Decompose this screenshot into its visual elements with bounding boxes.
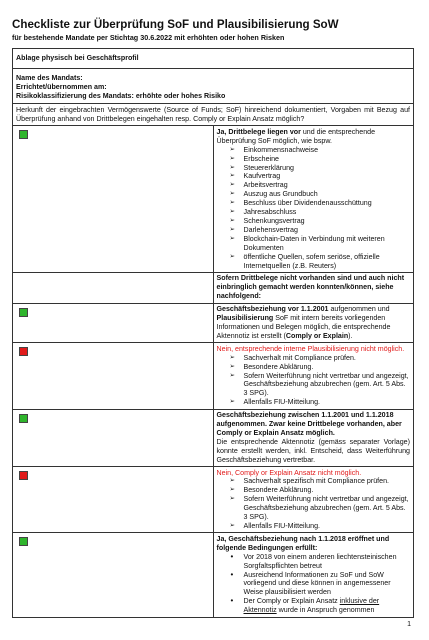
fallback-note-row (13, 272, 414, 303)
option-heading-no: Nein, entsprechende interne Plausibilisierung nicht möglich. (216, 344, 405, 353)
option-heading-no: Nein, Comply or Explain Ansatz nicht möglich. (216, 468, 362, 477)
list-item: • Vor 2018 von einem anderen liechtensteinischen Sorgfaltspflichten betreut (231, 553, 411, 571)
red-checkbox[interactable] (19, 471, 28, 480)
list-item: ➢ öffentliche Quellen, sofem seriöse, offizielle Internetquellen (z.B. Reuters) (230, 253, 411, 271)
mandate-established-label: Errichtet/übernommen am: (16, 82, 107, 91)
green-checkbox[interactable] (19, 308, 28, 317)
list-item: ➢ Arbeitsvertrag (230, 181, 411, 190)
option-row-third-party-docs: Ja, Drittbelege liegen vor und die entsprechende Überprüfung SoF möglich, wie bspw. ➢ Einkommensnachweise ➢ Erbscheine ➢ Steuererklärung ➢ Kaufvertrag ➢ Arbeitsvertrag ➢ Auszug aus Grundbuch ➢ Beschluss über Dividendenausschüttung ➢ Jahresabschluss ➢ Schenkungsvertrag ➢ Darlehensvertrag ➢ Blockchain-Daten in Verbindung mit weiteren Dokumenten ➢ öffentliche Quellen, sofem seriöse, offizielle Internetquellen (z.B. Reuters) (13, 126, 414, 273)
list-item: ➢ Kaufvertrag (230, 172, 411, 181)
action-list (230, 477, 411, 530)
option-row-after-2018 (13, 533, 414, 617)
document-title: Checkliste zur Überprüfung SoF und Plausibilisierung SoW (12, 18, 339, 31)
list-item: • Ausreichend Informationen zu SoF und SoW vorliegend und diese können in angemessener Weise plausibilisiert werden (231, 571, 411, 598)
option-text: Geschäftsbeziehung vor 1.1.2001 aufgenommen und Plausibilisierung SoF mit intern bereits vorliegenden Informationen und Belegen möglich, die entsprechende Aktennotiz ist erstellt (Comply or Explain). (213, 303, 414, 343)
list-item: ➢ Besondere Abklärung. (230, 363, 411, 372)
list-item: ➢ Jahresabschluss (230, 208, 411, 217)
green-checkbox[interactable] (19, 130, 28, 139)
list-item: ➢ Auszug aus Grundbuch (230, 190, 411, 199)
list-item: ➢ Sofern Weiterführung nicht vertretbar und angezeigt, Geschäftsbeziehung abzubrechen (gem. Art. 5 Abs. 3 SPG). (230, 372, 411, 399)
document-subtitle: für bestehende Mandate per Stichtag 30.6.2022 mit erhöhten oder hohen Risken (12, 33, 285, 42)
list-item: ➢ Sofern Weiterführung nicht vertretbar und angezeigt, Geschäftsbeziehung abzubrechen (gem. Art. 5 Abs. 3 SPG). (230, 495, 411, 522)
intro-text: Herkunft der eingebrachten Vermögenswerte (Source of Funds; SoF) hinreichend dokumentiert, Vorgaben mit Bezug auf Überprüfung anhand von Drittbelegen eingehalten resp. Comply or Explain Ansatz möglich? (13, 103, 414, 126)
list-item: ➢ Sachverhalt spezifisch mit Compliance prüfen. (230, 477, 411, 486)
option-row-no-plausibility (13, 343, 414, 409)
list-item: ➢ Allenfalls FIU-Mitteilung. (230, 398, 411, 407)
red-checkbox[interactable] (19, 347, 28, 356)
checklist-table (12, 48, 414, 618)
document-list (230, 146, 411, 271)
mandate-info-row (13, 68, 414, 103)
option-lead: Ja, Drittbelege liegen vor (216, 127, 301, 136)
green-checkbox[interactable] (19, 537, 28, 546)
mandate-risk-label: Risikoklassifizierung des Mandats: erhöhte oder hohes Risiko (16, 91, 226, 100)
list-item: ➢ Schenkungsvertrag (230, 217, 411, 226)
list-item: ➢ Erbscheine (230, 155, 411, 164)
mandate-name-label: Name des Mandats: (16, 73, 83, 82)
list-item: ➢ Sachverhalt mit Compliance prüfen. (230, 354, 411, 363)
list-item: ➢ Einkommensnachweise (230, 146, 411, 155)
option-text: Die entsprechende Aktennotiz (gemäss separater Vorlage) konnte erstellt werden, inkl. Entscheid, dass Weiterführung Geschäftsbeziehung vertretbar. (216, 437, 410, 464)
option-heading: Ja, Geschäftsbeziehung nach 1.1.2018 eröffnet und folgende Bedingungen erfüllt: (216, 534, 390, 552)
green-checkbox[interactable] (19, 414, 28, 423)
option-heading: Geschäftsbeziehung zwischen 1.1.2001 und 1.1.2018 aufgenommen. Zwar keine Drittbelege vorhanden, aber Comply or Explain Ansatz möglich. (216, 411, 402, 437)
list-item: ➢ Darlehensvertrag (230, 226, 411, 235)
condition-list (231, 553, 411, 615)
list-item: ➢ Besondere Abklärung. (230, 486, 411, 495)
storage-label: Ablage physisch bei Geschäftsprofil (16, 54, 139, 62)
list-item: ➢ Blockchain-Daten in Verbindung mit weiteren Dokumenten (230, 235, 411, 253)
checklist-document (12, 18, 414, 618)
option-row-no-comply-explain (13, 467, 414, 533)
storage-row (13, 49, 414, 69)
option-row-2001-2018 (13, 409, 414, 466)
list-item: • Der Comply or Explain Ansatz inklusive der Aktennotiz wurde in Anspruch genommen (231, 597, 411, 615)
fallback-note: Sofern Drittbelege nicht vorhanden sind und auch nicht einbringlich gemacht werden konnten/können, siehe nachfolgend: (213, 272, 414, 303)
list-item: ➢ Steuererklärung (230, 164, 411, 173)
option-row-before-2001 (13, 303, 414, 343)
intro-row (13, 103, 414, 126)
list-item: ➢ Beschluss über Dividendenausschüttung (230, 199, 411, 208)
action-list (230, 354, 411, 407)
page-number: 1 (407, 621, 411, 628)
list-item: ➢ Allenfalls FIU-Mitteilung. (230, 522, 411, 531)
